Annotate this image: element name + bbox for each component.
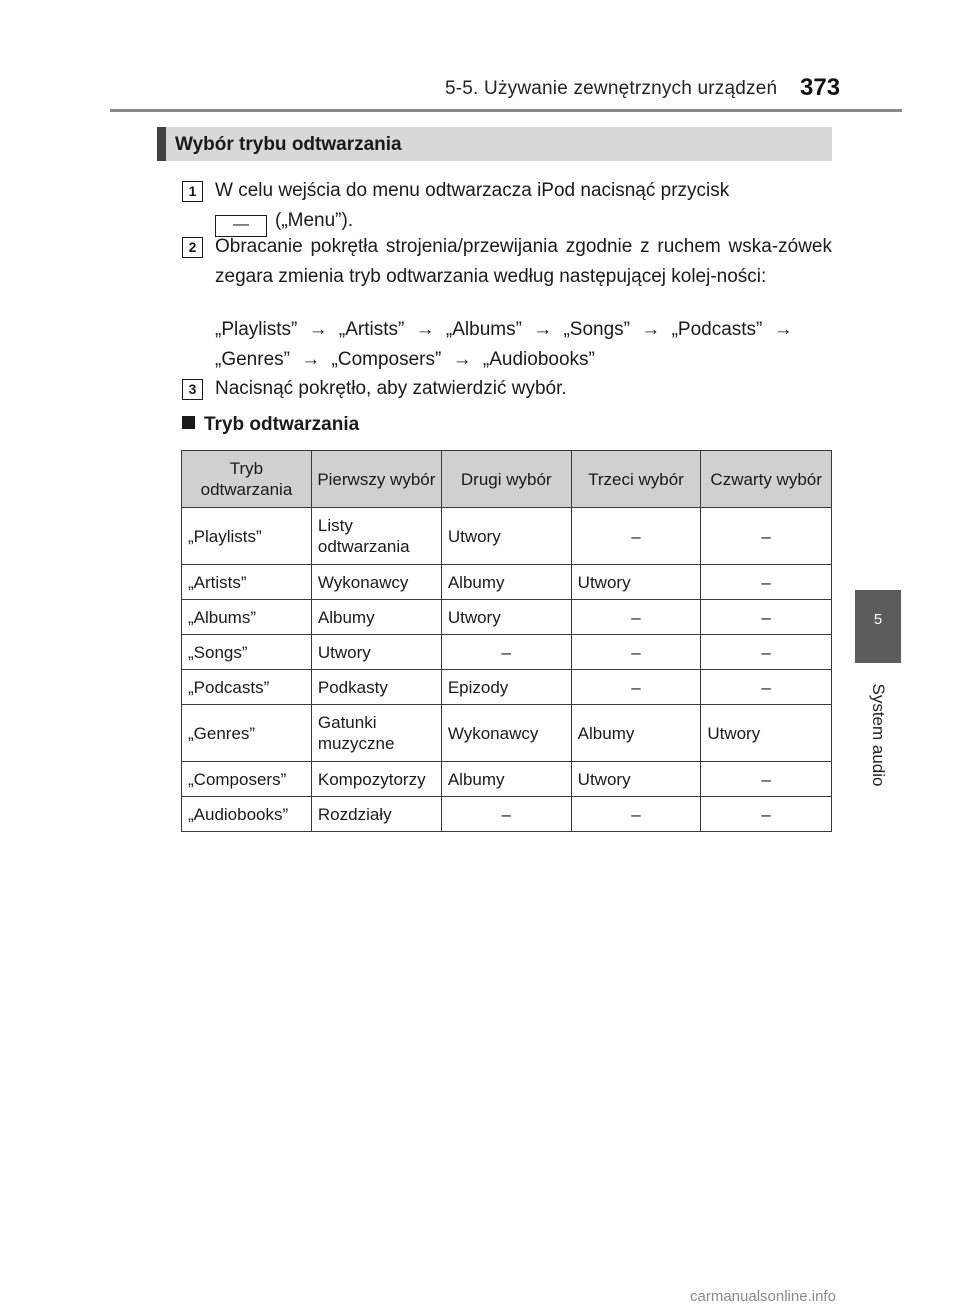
arrow-right-icon: → bbox=[415, 319, 435, 340]
table-cell: Podkasty bbox=[311, 670, 441, 705]
table-cell: – bbox=[571, 797, 701, 832]
table-header: Tryb odtwarzania bbox=[182, 451, 312, 508]
table-cell: – bbox=[701, 565, 832, 600]
table-row bbox=[182, 600, 832, 635]
table-cell: Albumy bbox=[571, 705, 701, 762]
step-1-body bbox=[215, 176, 832, 237]
table-row bbox=[182, 705, 832, 762]
step-number-1: 1 bbox=[182, 181, 203, 202]
table-cell: – bbox=[571, 508, 701, 565]
page-number: 373 bbox=[800, 74, 841, 101]
sequence-item: „Albums” bbox=[445, 319, 522, 340]
table-cell: Utwory bbox=[441, 600, 571, 635]
square-bullet-icon bbox=[182, 416, 195, 429]
chapter-tab: 5 bbox=[855, 590, 901, 663]
step-2 bbox=[182, 232, 832, 292]
table-row bbox=[182, 635, 832, 670]
table-cell: Utwory bbox=[571, 762, 701, 797]
table-cell: – bbox=[571, 600, 701, 635]
table-header: Trzeci wybór bbox=[571, 451, 701, 508]
table-cell: „Genres” bbox=[182, 705, 312, 762]
step-number-2: 2 bbox=[182, 237, 203, 258]
table-cell: – bbox=[701, 635, 832, 670]
sub-heading bbox=[182, 414, 359, 436]
sequence-item: „Songs” bbox=[563, 319, 631, 340]
table-cell: Utwory bbox=[701, 705, 832, 762]
sequence-item: „Playlists” bbox=[215, 319, 298, 340]
table-cell: „Podcasts” bbox=[182, 670, 312, 705]
table-cell: – bbox=[701, 508, 832, 565]
sequence-item: „Podcasts” bbox=[671, 319, 763, 340]
arrow-right-icon: → bbox=[452, 349, 472, 370]
table-row bbox=[182, 762, 832, 797]
table-cell: Wykonawcy bbox=[441, 705, 571, 762]
section-heading bbox=[157, 127, 832, 161]
step-3 bbox=[182, 374, 832, 404]
table-row bbox=[182, 670, 832, 705]
table-cell: Listy odtwarzania bbox=[311, 508, 441, 565]
table-header: Pierwszy wybór bbox=[311, 451, 441, 508]
page-header bbox=[0, 0, 960, 110]
table-cell: Albumy bbox=[441, 565, 571, 600]
sub-heading-text: Tryb odtwarzania bbox=[204, 414, 360, 435]
table-cell: – bbox=[701, 762, 832, 797]
table-row bbox=[182, 508, 832, 565]
table-header: Czwarty wybór bbox=[701, 451, 832, 508]
step-3-text: Nacisnąć pokrętło, aby zatwierdzić wybór. bbox=[215, 378, 567, 399]
sequence-item: „Artists” bbox=[338, 319, 405, 340]
arrow-right-icon: → bbox=[641, 319, 661, 340]
table-cell: Kompozytorzy bbox=[311, 762, 441, 797]
table-cell: – bbox=[571, 670, 701, 705]
table-cell: Albumy bbox=[441, 762, 571, 797]
table-cell: Gatunki muzyczne bbox=[311, 705, 441, 762]
table-cell: „Composers” bbox=[182, 762, 312, 797]
watermark: carmanualsonline.info bbox=[690, 1288, 836, 1305]
arrow-right-icon: → bbox=[308, 319, 328, 340]
table-cell: Utwory bbox=[441, 508, 571, 565]
table-cell: „Artists” bbox=[182, 565, 312, 600]
step-1-text: W celu wejścia do menu odtwarzacza iPod nacisnąć przycisk bbox=[215, 180, 730, 201]
table-cell: Epizody bbox=[441, 670, 571, 705]
table-cell: – bbox=[701, 797, 832, 832]
table-cell: – bbox=[441, 797, 571, 832]
step-1 bbox=[182, 176, 832, 237]
table-row bbox=[182, 565, 832, 600]
table-row bbox=[182, 797, 832, 832]
table-header-row bbox=[182, 451, 832, 508]
table-cell: – bbox=[571, 635, 701, 670]
arrow-right-icon: → bbox=[533, 319, 553, 340]
table-cell: – bbox=[441, 635, 571, 670]
table-header: Drugi wybór bbox=[441, 451, 571, 508]
table-cell: Rozdziały bbox=[311, 797, 441, 832]
table-cell: – bbox=[701, 600, 832, 635]
menu-button-icon: — bbox=[215, 215, 267, 237]
section-heading-text: Wybór trybu odtwarzania bbox=[175, 134, 402, 155]
table-body bbox=[182, 508, 832, 832]
table-cell: „Playlists” bbox=[182, 508, 312, 565]
playback-mode-table bbox=[181, 450, 832, 832]
table-cell: Wykonawcy bbox=[311, 565, 441, 600]
table-cell: „Audiobooks” bbox=[182, 797, 312, 832]
chapter-label bbox=[868, 675, 888, 795]
arrow-right-icon: → bbox=[301, 349, 321, 370]
table-cell: – bbox=[701, 670, 832, 705]
table-cell: Utwory bbox=[311, 635, 441, 670]
table-cell: „Albums” bbox=[182, 600, 312, 635]
sequence-item: „Genres” bbox=[215, 349, 290, 370]
arrow-right-icon: → bbox=[773, 319, 793, 340]
header-section-title: 5-5. Używanie zewnętrznych urządzeń bbox=[445, 78, 778, 99]
table-cell: Albumy bbox=[311, 600, 441, 635]
table-cell: „Songs” bbox=[182, 635, 312, 670]
step-number-3: 3 bbox=[182, 379, 203, 400]
chapter-title: System audio bbox=[869, 683, 888, 787]
mode-sequence bbox=[215, 315, 832, 375]
sequence-item: „Audiobooks” bbox=[482, 349, 595, 370]
sequence-item: „Composers” bbox=[331, 349, 442, 370]
section-heading-bar bbox=[157, 127, 166, 161]
table-cell: Utwory bbox=[571, 565, 701, 600]
step-2-text: Obracanie pokrętła strojenia/przewijania zgodnie z ruchem wska-zówek zegara zmienia tryb odtwarzania według następującej kolej-ności: bbox=[215, 236, 832, 287]
step-1-text-after: („Menu”). bbox=[275, 210, 354, 231]
header-divider bbox=[110, 109, 902, 112]
